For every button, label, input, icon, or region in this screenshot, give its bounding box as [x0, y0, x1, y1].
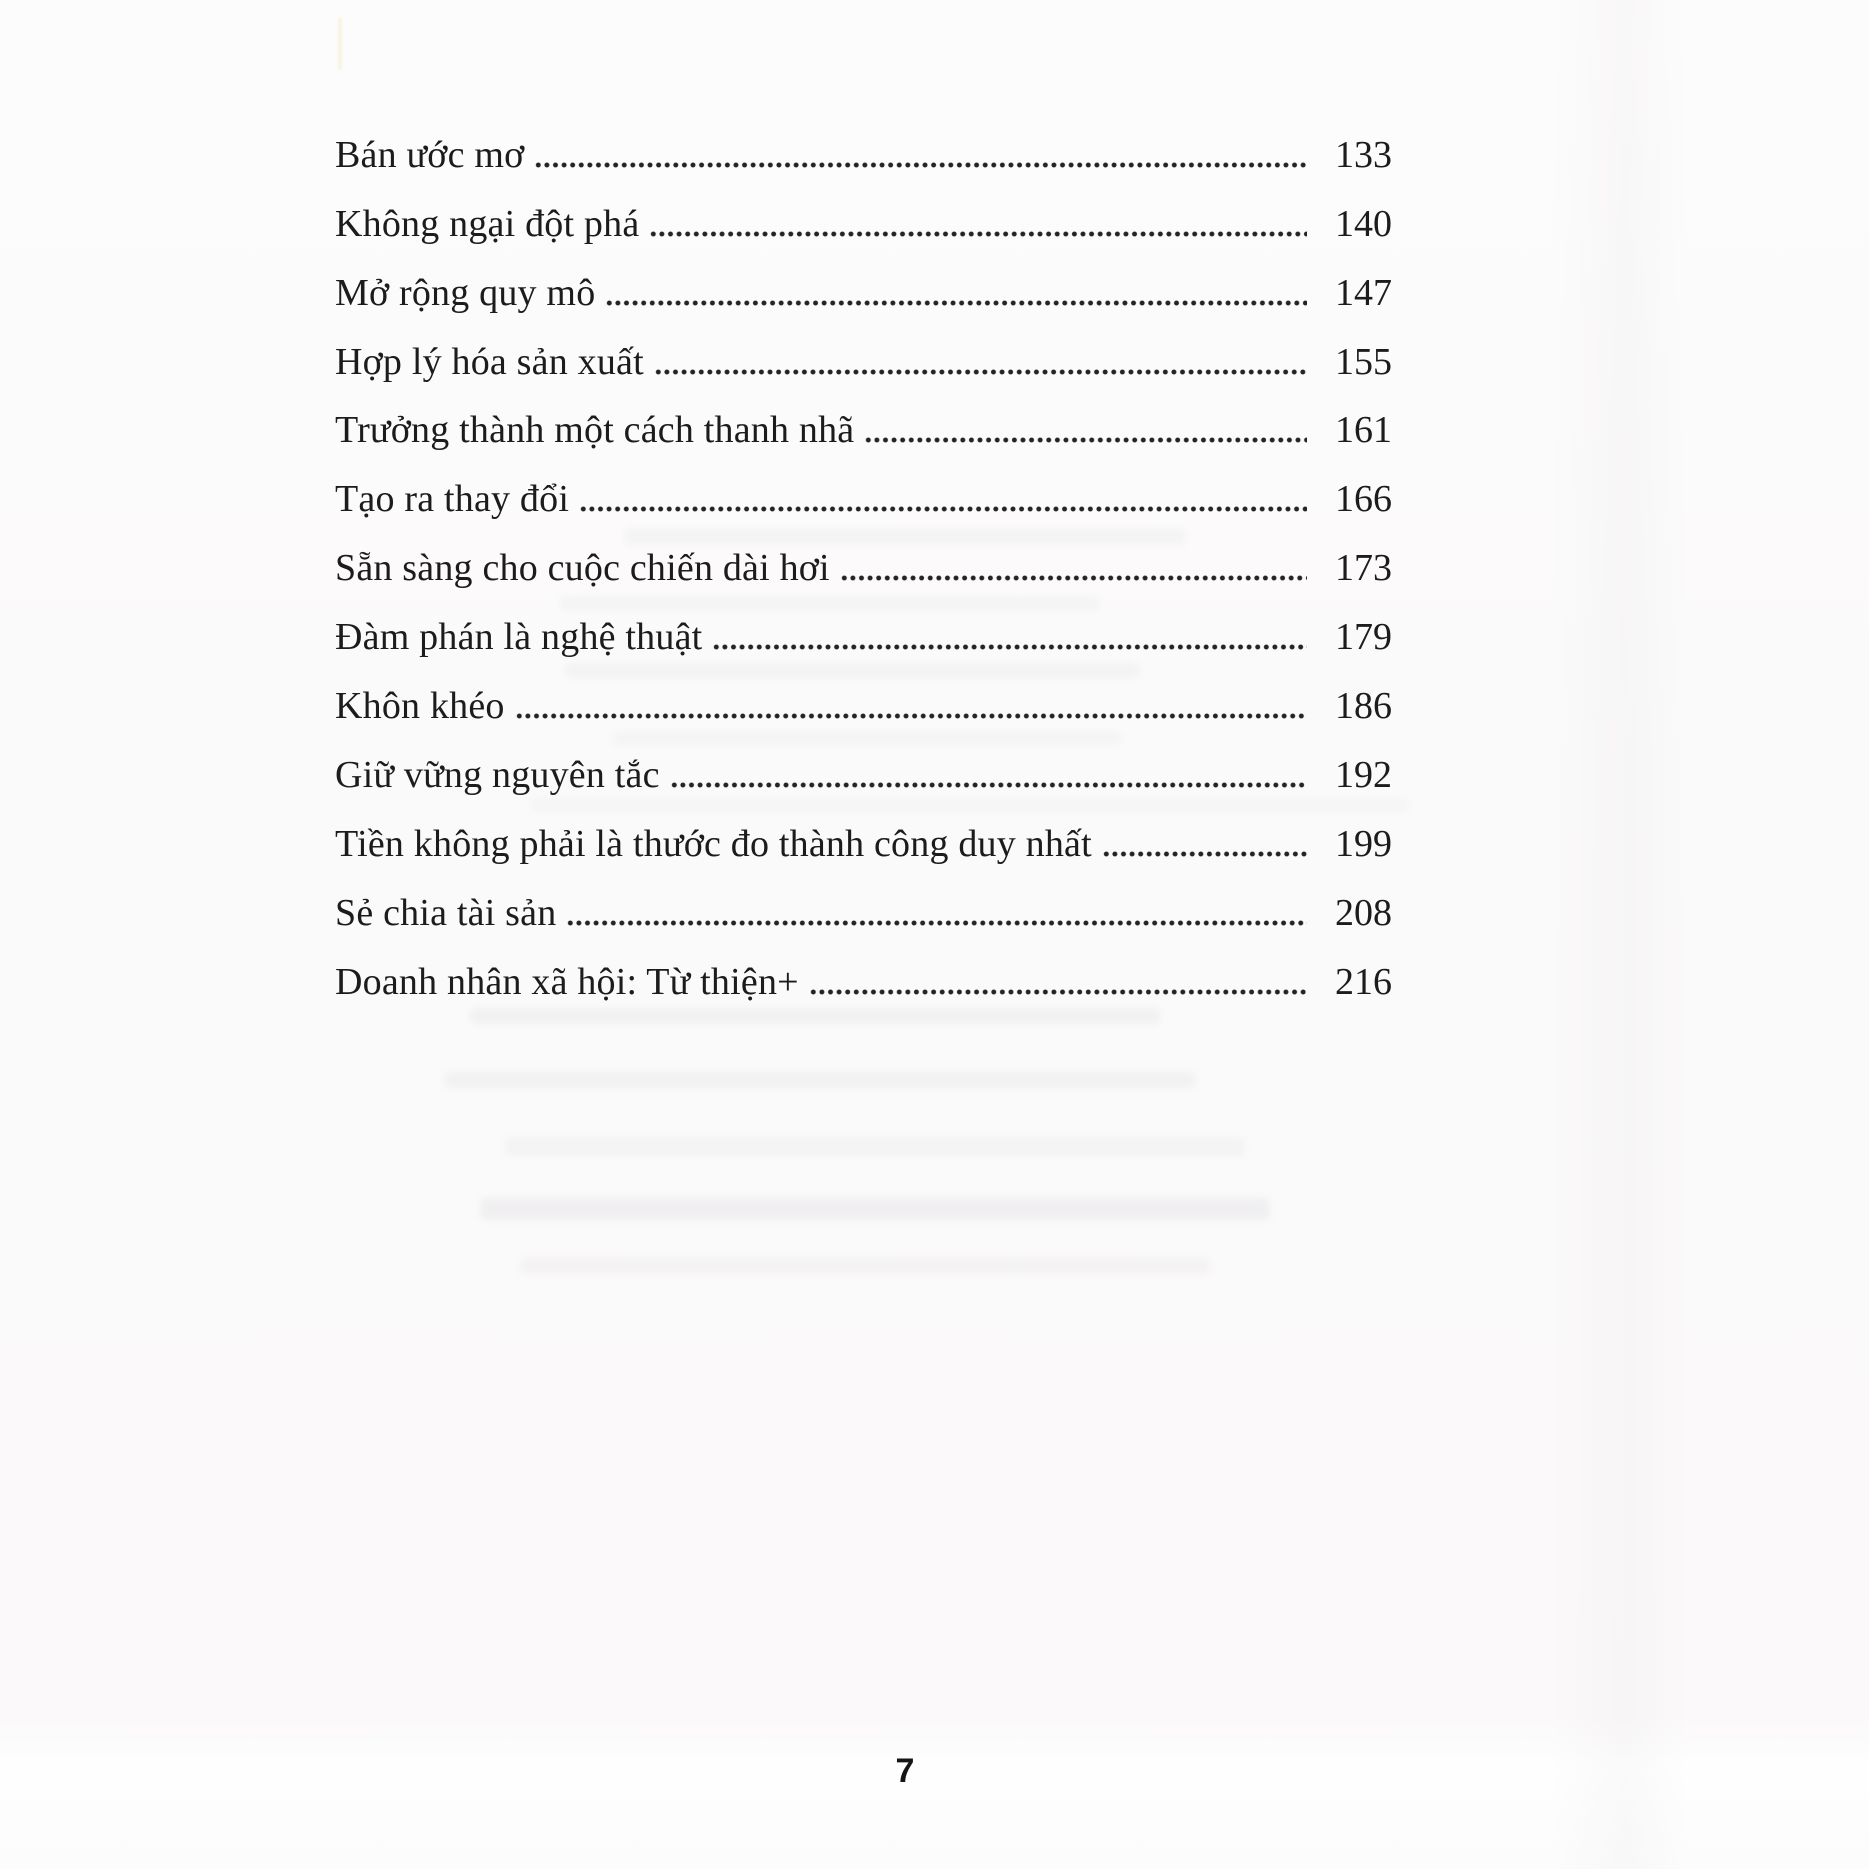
dotted-leader [670, 782, 1307, 788]
toc-entry-title: Khôn khéo [335, 685, 505, 728]
toc-entry [335, 110, 1392, 179]
toc-entry-page: 166 [1335, 478, 1392, 521]
toc-entry [335, 592, 1392, 661]
toc-entry-title: Tiền không phải là thước đo thành công duy nhất [335, 822, 1092, 865]
toc-entry-title: Sẵn sàng cho cuộc chiến dài hơi [335, 547, 830, 590]
bleed-through-artifact [445, 1072, 1195, 1088]
toc-entry-page: 186 [1335, 685, 1392, 728]
toc-entry-page: 216 [1335, 960, 1392, 1003]
dotted-leader [840, 575, 1307, 581]
toc-entry [335, 730, 1392, 799]
bleed-through-artifact [505, 1138, 1245, 1156]
toc-entry-page: 192 [1335, 753, 1392, 796]
toc-entry-page: 147 [1335, 271, 1392, 314]
toc-entry-title: Tạo ra thay đổi [335, 478, 570, 521]
dotted-leader [605, 300, 1307, 306]
toc-entry-title: Mở rộng quy mô [335, 271, 596, 314]
dotted-leader [712, 644, 1307, 650]
toc-entry-page: 140 [1335, 202, 1392, 245]
toc-entry-page: 161 [1335, 409, 1392, 452]
toc-entry [335, 454, 1392, 523]
dotted-leader [654, 369, 1307, 375]
toc-entry [335, 179, 1392, 248]
toc-entry-page: 179 [1335, 616, 1392, 659]
bleed-through-artifact [470, 1008, 1160, 1024]
toc-entry-title: Đàm phán là nghệ thuật [335, 616, 703, 659]
toc-entry-page: 208 [1335, 891, 1392, 934]
toc-entry-title: Không ngại đột phá [335, 202, 640, 245]
toc-entry-page: 173 [1335, 547, 1392, 590]
dotted-leader [579, 506, 1307, 512]
dotted-leader [534, 162, 1307, 168]
scan-shadow [1549, 0, 1689, 1869]
toc-entry-title: Giữ vững nguyên tắc [335, 753, 660, 796]
toc-entry-title: Hợp lý hóa sản xuất [335, 340, 644, 383]
toc-entry [335, 799, 1392, 868]
dotted-leader [515, 713, 1307, 719]
toc-entry-title: Sẻ chia tài sản [335, 891, 557, 934]
dotted-leader [566, 920, 1307, 926]
bleed-through-artifact [520, 1258, 1210, 1274]
dotted-leader [809, 989, 1307, 995]
toc-entry-page: 199 [1335, 822, 1392, 865]
toc-entry [335, 937, 1392, 1006]
dotted-leader [864, 437, 1307, 443]
toc-entry-title: Bán ước mơ [335, 133, 525, 176]
toc-entry [335, 386, 1392, 455]
toc-entry-page: 133 [1335, 133, 1392, 176]
dotted-leader [649, 231, 1307, 237]
footer-page-number: 7 [895, 1752, 915, 1790]
toc-entry [335, 661, 1392, 730]
table-of-contents [335, 110, 1392, 1006]
toc-entry [335, 317, 1392, 386]
toc-entry-title: Doanh nhân xã hội: Từ thiện+ [335, 960, 799, 1003]
toc-entry-title: Trưởng thành một cách thanh nhã [335, 409, 855, 452]
bleed-through-artifact [480, 1198, 1270, 1220]
page-edge-artifact [338, 18, 342, 70]
dotted-leader [1102, 851, 1307, 857]
toc-entry-page: 155 [1335, 340, 1392, 383]
toc-entry [335, 868, 1392, 937]
toc-entry [335, 523, 1392, 592]
toc-entry [335, 248, 1392, 317]
